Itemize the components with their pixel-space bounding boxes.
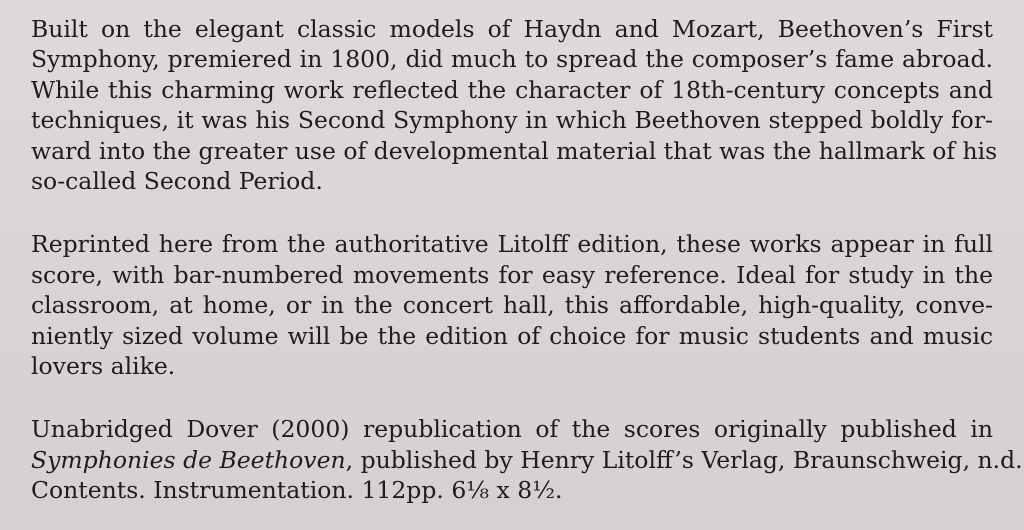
text-line: Reprinted here from the authoritative Litolff edition, these works appear in full <box>31 230 993 259</box>
text-line: techniques, it was his Second Symphony in which Beethoven stepped boldly for- <box>31 106 993 135</box>
text-line: Built on the elegant classic models of Haydn and Mozart, Beethoven’s First <box>31 15 993 43</box>
paragraph-description <box>31 14 998 196</box>
paragraph-edition <box>31 229 993 381</box>
text-line: While this charming work reflected the character of 18th-century concepts and <box>31 75 993 104</box>
source-title: Symphonies de Beethoven <box>31 445 346 474</box>
text-line: score, with bar-numbered movements for easy reference. Ideal for study in the <box>31 260 993 289</box>
source-details: , published by Henry Litolff’s Verlag, Braunschweig, n.d. <box>345 445 1023 474</box>
text-line: Symphony, premiered in 1800, did much to spread the composer’s fame abroad. <box>31 45 993 74</box>
text-line: Unabridged Dover (2000) republication of the scores originally published in <box>31 415 993 444</box>
text-line: so-called Second Period. <box>31 167 323 196</box>
text-line <box>31 445 1023 475</box>
paragraph-publication <box>31 414 1023 505</box>
text-line: lovers alike. <box>31 352 176 381</box>
text-line: classroom, at home, or in the concert hall, this affordable, high-quality, conve- <box>31 291 993 320</box>
text-line: niently sized volume will be the edition of choice for music students and music <box>31 321 993 350</box>
book-description <box>31 14 1023 506</box>
text-line: Contents. Instrumentation. 112pp. 6⅛ x 8½. <box>31 476 563 505</box>
text-line: ward into the greater use of developmental material that was the hallmark of his <box>31 136 998 165</box>
